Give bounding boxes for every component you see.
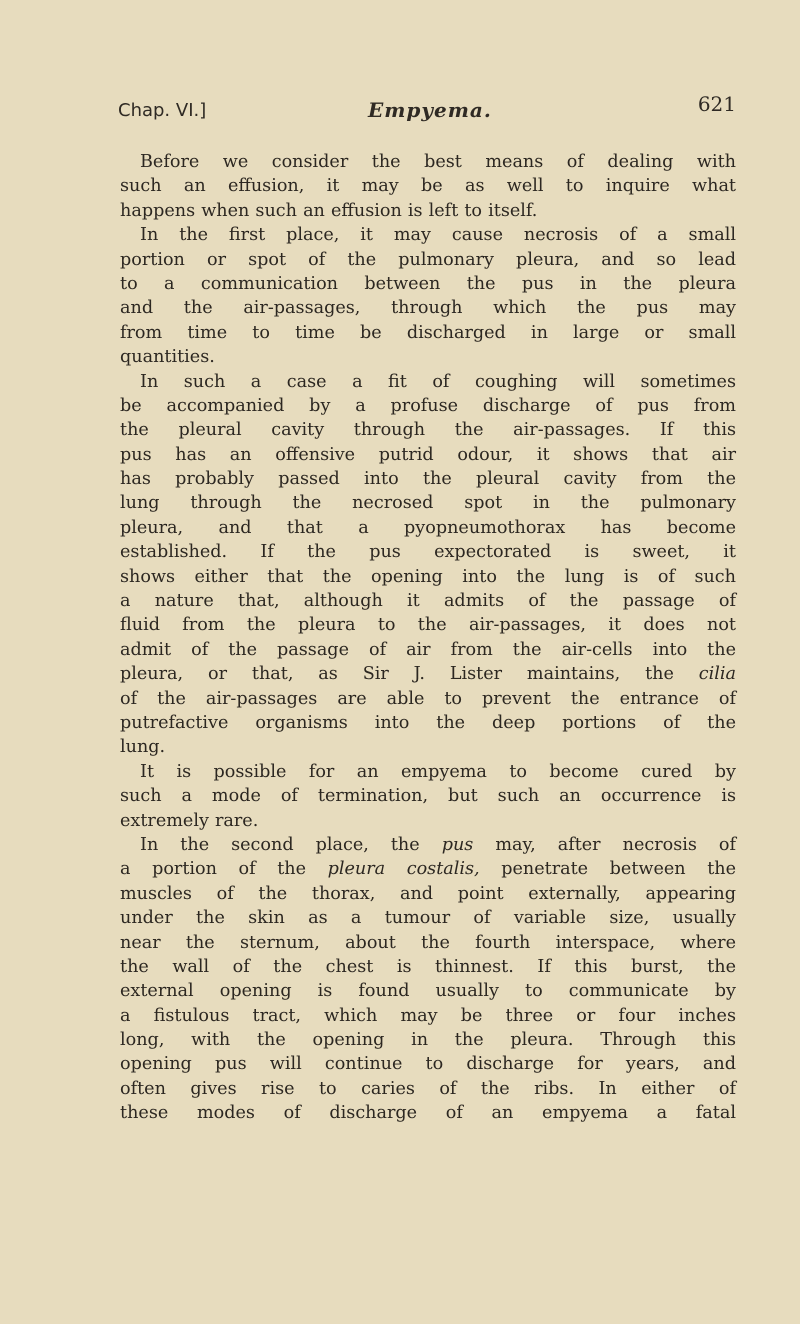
text-line: such a mode of termination, but such an occurrence is (120, 786, 736, 807)
text-segment: a portion of the (120, 859, 307, 880)
text-line: a fistulous tract, which may be three or four inches (120, 1005, 736, 1026)
text-line (120, 662, 736, 686)
text-line: lung. (120, 737, 166, 758)
text-line: to a communication between the pus in the pleura (120, 273, 736, 294)
text-segment: In the second place, the (140, 834, 420, 855)
text-line: these modes of discharge of an empyema a fatal (120, 1103, 736, 1124)
text-line: of the air-passages are able to prevent the entrance of (120, 688, 736, 709)
italic-term: pleura costalis, (327, 859, 480, 880)
text-line: shows either that the opening into the lung is of such (120, 566, 736, 587)
text-line (120, 857, 736, 881)
text-line: In such a case a fit of coughing will sometimes (140, 371, 736, 392)
text-line: quantities. (120, 347, 215, 368)
text-line: be accompanied by a profuse discharge of pus from (120, 395, 736, 416)
text-line: admit of the passage of air from the air-cells into the (120, 639, 736, 660)
text-line: portion or spot of the pulmonary pleura, and so lead (120, 249, 736, 270)
text-line: under the skin as a tumour of variable size, usually (120, 908, 736, 929)
text-line: the pleural cavity through the air-passages. If this (120, 420, 736, 441)
running-header (118, 84, 736, 124)
text-line (120, 833, 736, 857)
text-line: long, with the opening in the pleura. Through this (120, 1030, 736, 1051)
text-line: established. If the pus expectorated is sweet, it (120, 542, 736, 563)
text-line: a nature that, although it admits of the passage of (120, 591, 736, 612)
text-line: extremely rare. (120, 810, 259, 831)
chapter-label: Chap. VI.] (118, 100, 207, 121)
text-line: It is possible for an empyema to become cured by (140, 761, 736, 782)
text-line: happens when such an effusion is left to itself. (120, 200, 538, 221)
text-line: and the air-passages, through which the pus may (120, 298, 736, 319)
text-line: external opening is found usually to communicate by (120, 981, 736, 1002)
text-line: the wall of the chest is thinnest. If this burst, the (120, 956, 736, 977)
text-segment: pleura, or that, as Sir J. Lister maintains, the (120, 664, 674, 685)
text-line: Before we consider the best means of dealing with (140, 152, 736, 172)
text-line: muscles of the thorax, and point externally, appearing (120, 883, 736, 904)
italic-term: pus (441, 834, 474, 855)
page-number: 621 (697, 92, 736, 116)
text-line: fluid from the pleura to the air-passages, it does not (120, 615, 736, 636)
text-line: often gives rise to caries of the ribs. In either of (120, 1078, 736, 1099)
text-line: pleura, and that a pyopneumothorax has become (120, 517, 736, 538)
text-line: has probably passed into the pleural cavity from the (120, 469, 736, 490)
body-text (120, 150, 736, 1126)
text-line: opening pus will continue to discharge for years, and (120, 1054, 736, 1075)
text-line: from time to time be discharged in large or small (120, 322, 736, 343)
text-line: lung through the necrosed spot in the pulmonary (120, 493, 736, 514)
running-title: Empyema. (368, 98, 492, 122)
italic-term: cilia (698, 664, 737, 685)
text-line: pus has an offensive putrid odour, it shows that air (120, 444, 736, 465)
text-segment: penetrate between the (501, 859, 737, 880)
text-line: near the sternum, about the fourth interspace, where (120, 932, 736, 953)
text-segment: may, after necrosis of (495, 834, 737, 855)
text-line: In the first place, it may cause necrosis of a small (140, 225, 736, 246)
text-line: putrefactive organisms into the deep portions of the (120, 712, 736, 733)
text-line: such an effusion, it may be as well to inquire what (120, 176, 736, 197)
